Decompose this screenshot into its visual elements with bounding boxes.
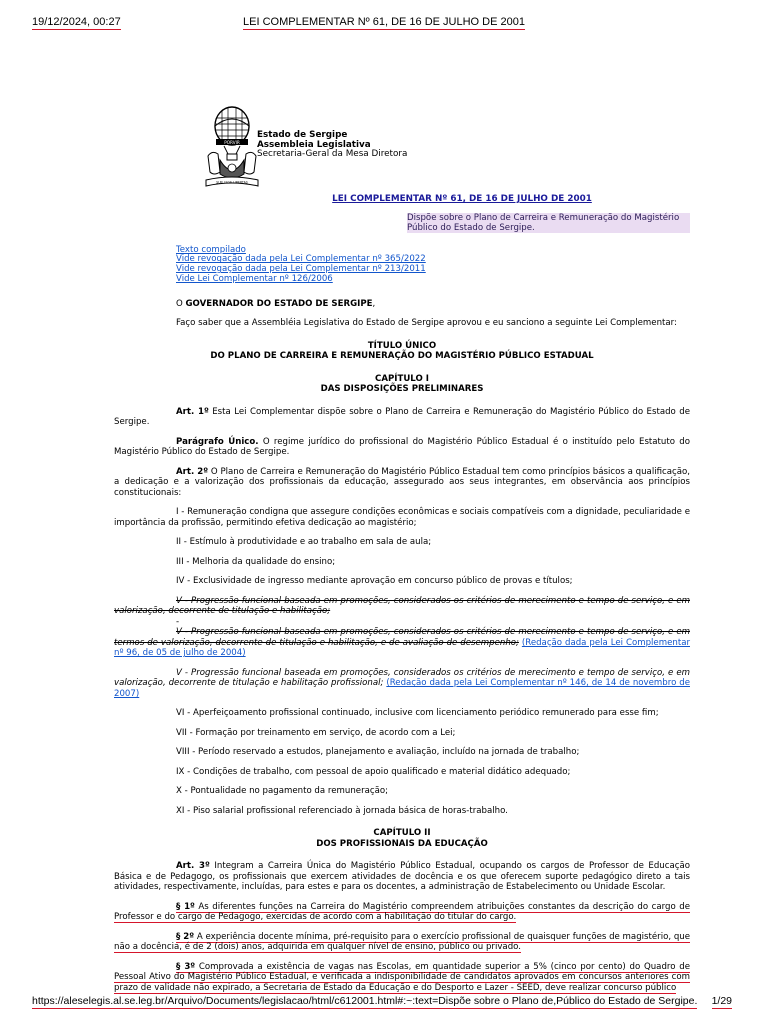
art1 [114,407,690,428]
ementa: Dispõe sobre o Plano de Carreira e Remuneração do Magistério Público do Estado de Sergipe. [407,213,690,233]
capitulo2-heading [114,828,690,849]
org-assembly: Assembleia Legislativa [257,139,371,150]
item-i: I - Remuneração condigna que assegure condições econômicas e sociais compatíveis com a dignidade, peculiaridade e importância da profissão, permitindo efetiva dedicação ao magistério; [114,507,690,528]
link-texto-compilado[interactable]: Texto compilado [176,244,246,255]
law-title-link[interactable]: LEI COMPLEMENTAR Nº 61, DE 16 DE JULHO DE 2001 [332,194,592,204]
art3-text: Integram a Carreira Única do Magistério Público Estadual, ocupando os cargos de Professor de Educação Básica e de Pedagogo, os profissionais que exercem atividades de docência e os que oferecem suporte pedagógico direto a tais atividades, respectivamente, incluídas, para estes e para os docentes, a administração de Estabelecimento ou Unidade Escolar. [114,861,690,893]
art2-text: O Plano de Carreira e Remuneração do Magistério Público Estadual tem como princípios básicos a qualificação, a dedicação e a valorização dos profissionais da educação, assegurado aos seus integrantes, em observância aos princípios constitucionais: [114,466,690,498]
art1-text: Esta Lei Complementar dispõe sobre o Plano de Carreira e Remuneração do Magistério Público do Estado de Sergipe. [114,406,690,428]
par-unico-text: O regime jurídico do profissional do Magistério Público Estadual é o instituído pelo Estatuto do Magistério Público do Estado de Sergipe. [114,436,690,458]
governor-prefix: O [176,298,186,309]
art2-label: Art. 2º [176,466,209,477]
capitulo1-line2: DAS DISPOSIÇÕES PRELIMINARES [320,384,484,395]
capitulo1-heading [114,374,690,395]
item-iii: III - Melhoria da qualidade do ensino; [176,556,336,567]
par2-highlight [114,932,690,954]
item-iv: IV - Exclusividade de ingresso mediante aprovação em concurso público de provas e títulos; [176,576,573,587]
link-lc-126[interactable]: Vide Lei Complementar nº 126/2006 [176,273,333,284]
governor-name: GOVERNADOR DO ESTADO DE SERGIPE [185,298,373,309]
letterhead [114,100,690,192]
crest-motto: PORVIR [224,140,240,145]
par2-label: § 2º [176,931,195,942]
law-document [114,100,690,993]
par1 [114,902,690,923]
crest-ribbon: SUB LEGE LIBERTAS [216,180,248,185]
item-v-revoked-1: V - Progressão funcional baseada em promoções, considerados os critérios de merecimento e tempo de serviço, e em valorização, decorrente de titulação e habilitação; [114,595,690,617]
link-revogacao-365[interactable]: Vide revogação dada pela Lei Complementar nº 365/2022 [176,254,426,265]
par1-highlight [114,902,690,924]
art1-label: Art. 1º [176,406,209,417]
par-unico [114,437,690,458]
related-links [176,246,690,285]
item-v-revoked-2 [114,627,690,659]
capitulo2-line1: CAPÍTULO II [373,828,431,839]
capitulo2-line2: DOS PROFISSIONAIS DA EDUCAÇÃO [316,838,488,849]
art3 [114,861,690,893]
item-v-current-text: V - Progressão funcional baseada em promoções, considerados os critérios de merecimento e tempo de serviço, e em valorização, decorrente de titulação e habilitação profissional; [114,667,690,689]
item-vi: VI - Aperfeiçoamento profissional continuado, inclusive com licenciamento periódico remunerado para esse fim; [176,708,659,719]
print-url: https://aleselegis.al.se.leg.br/Arquivo/Documents/legislacao/html/c612001.html#:~:text=Dispõe sobre o Plano de,Público do Estado de Sergipe. [32,995,698,1007]
item-ii: II - Estímulo à produtividade e ao trabalho em sala de aula; [176,537,432,548]
governor-line [114,299,690,310]
par3-label: § 3º [176,961,196,972]
titulo-line1: TÍTULO ÚNICO [367,340,437,351]
titulo-line2: DO PLANO DE CARREIRA E REMUNERAÇÃO DO MAGISTÉRIO PÚBLICO ESTADUAL [210,351,594,362]
par1-text: As diferentes funções na Carreira do Magistério compreendem atribuições constantes da descrição do cargo de Professor e do cargo de Pedagogo, exercidas de acordo com a habilitação do titular do cargo. [114,901,690,923]
par3-highlight [114,962,690,994]
par1-label: § 1º [176,901,195,912]
par2 [114,932,690,953]
print-date: 19/12/2024, 00:27 [32,16,121,28]
print-footer [32,995,736,1011]
capitulo1-line1: CAPÍTULO I [375,373,429,384]
item-viii: VIII - Período reservado a estudos, planejamento e avaliação, incluído na jornada de trabalho; [176,747,580,758]
link-revogacao-213[interactable]: Vide revogação dada pela Lei Complementar nº 213/2011 [176,264,426,275]
enactment: Faço saber que a Assembléia Legislativa do Estado de Sergipe aprovou e eu sanciono a seguinte Lei Complementar: [176,318,677,329]
print-header [32,16,736,32]
art2 [114,467,690,499]
item-v-current [114,668,690,700]
art3-label: Art. 3º [176,861,210,872]
print-title-wrap [32,16,736,28]
org-state: Estado de Sergipe [257,130,348,140]
item-v-revoked-2-ref[interactable]: (Redação dada pela Lei Complementar nº 96, de 05 de julho de 2004) [114,637,690,659]
print-title: LEI COMPLEMENTAR Nº 61, DE 16 DE JULHO DE 2001 [243,16,525,28]
item-vii: VII - Formação por treinamento em serviço, de acordo com a Lei; [176,727,456,738]
par2-text: A experiência docente mínima, pré-requisito para o exercício profissional de quaisquer funções de magistério, que não a docência, é de 2 (dois) anos, adquirida em qualquer nível de ensino, público ou privado. [114,931,691,953]
item-v-dash: - [176,616,180,627]
titulo-heading [114,341,690,362]
item-v-current-ref[interactable]: (Redação dada pela Lei Complementar nº 146, de 14 de novembro de 2007) [114,678,690,699]
law-title-wrap [234,194,690,205]
item-ix: IX - Condições de trabalho, com pessoal de apoio qualificado e material didático adequado; [176,766,571,777]
par3-text: Comprovada a existência de vagas nas Escolas, em quantidade superior a 5% (cinco por cento) do Quadro de Pessoal Ativo do Magistério Público Estadual, e verificada a indisponibilidade de candidatos aprovados em concursos anteriores com prazo de validade não expirado, a Secretaria de Estado da Educação e do Desporto e Lazer - SEED, deve realizar concurso público [114,961,690,993]
par-unico-label: Parágrafo Único. [176,436,259,447]
org-block [257,131,407,160]
governor-suffix: , [372,298,376,309]
org-secretariat: Secretaria-Geral da Mesa Diretora [257,149,408,160]
item-xi: XI - Piso salarial profissional referenciado à jornada básica de horas-trabalho. [176,805,508,816]
print-page-number: 1/29 [711,995,732,1007]
par3 [114,962,690,994]
sergipe-coat-of-arms-icon [202,104,262,190]
item-x: X - Pontualidade no pagamento da remuneração; [176,786,389,797]
item-v-revoked-2-text: V - Progressão funcional baseada em promoções, considerados os critérios de merecimento e tempo de serviço, e em termos de valorização, decorrente de titulação e habilitação, e de avaliação de desempenho; [114,627,690,648]
